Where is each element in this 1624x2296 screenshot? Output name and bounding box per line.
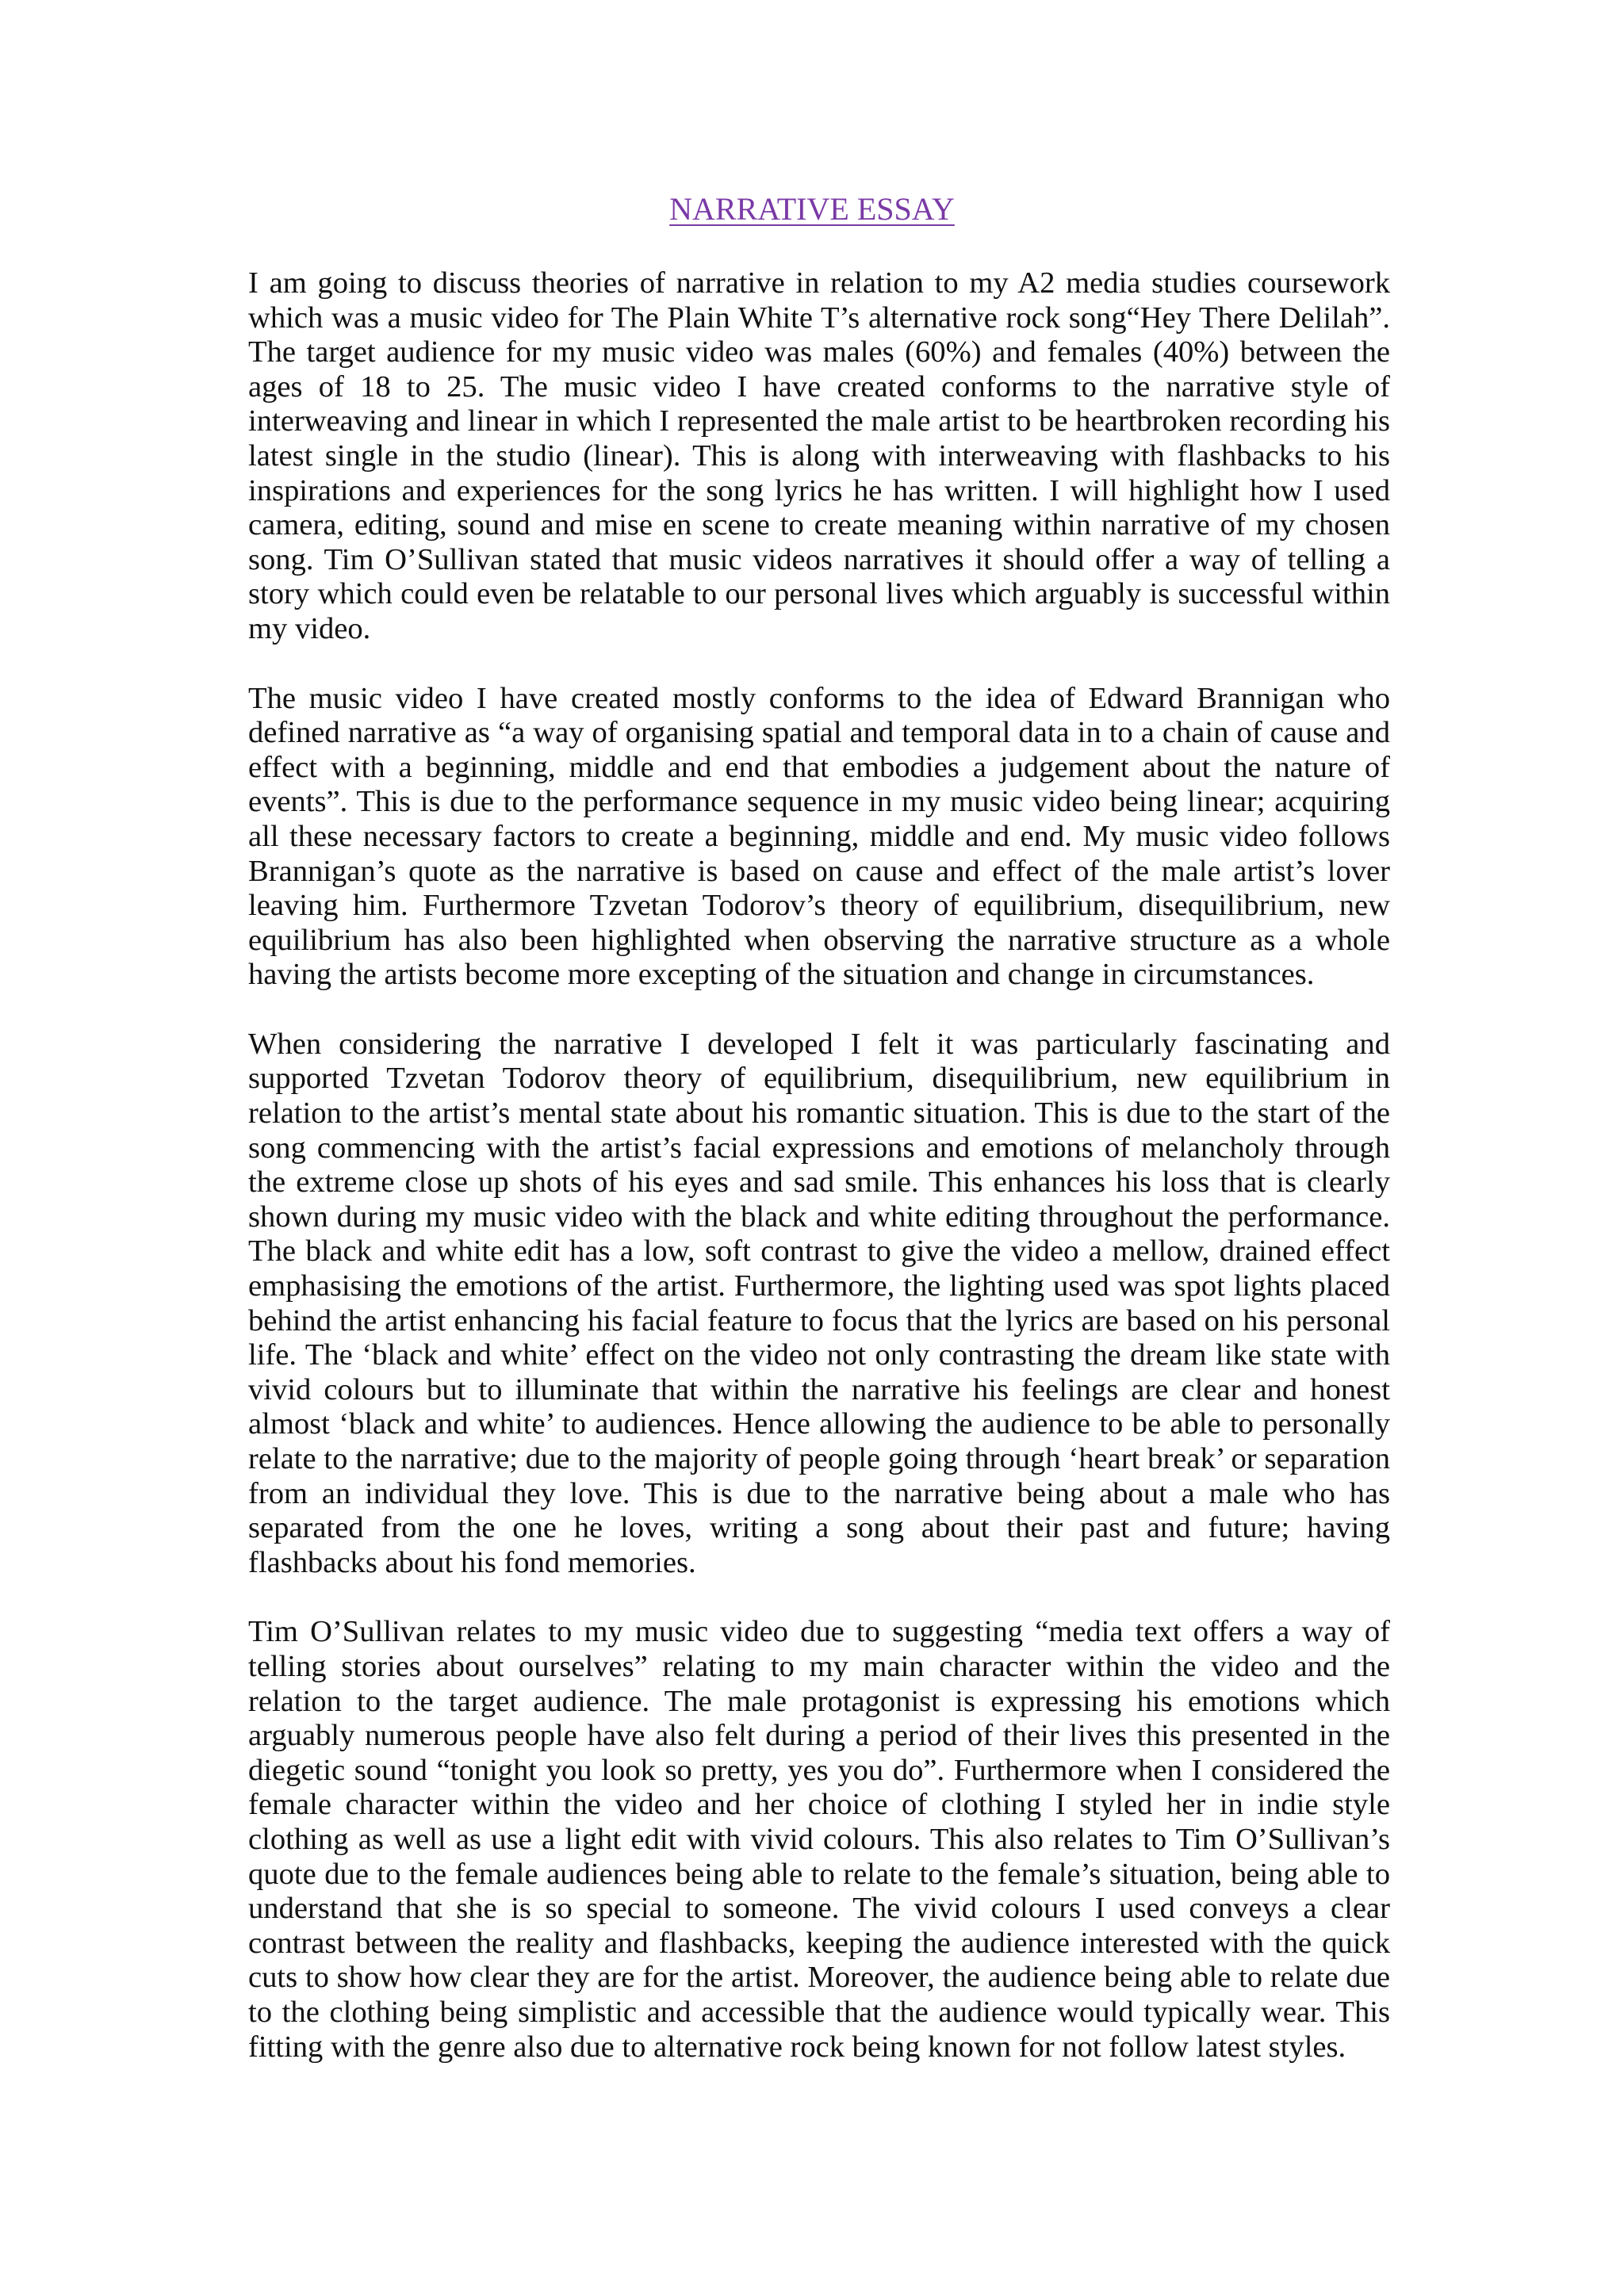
paragraph-1: I am going to discuss theories of narrative in relation to my A2 media studies coursework which was a music video for The Plain White T’s alternative rock song“Hey There Delilah”. The target audience for my music video was males (60%) and females (40%) between the ages of 18 to 25. The music video I have created conforms to the narrative style of interweaving and linear in which I represented the male artist to be heartbroken recording his latest single in the studio (linear). This is along with interweaving with flashbacks to his inspirations and experiences for the song lyrics he has written. I will highlight how I used camera, editing, sound and mise en scene to create meaning within narrative of my chosen song. Tim O’Sullivan stated that music videos narratives it should offer a way of telling a story which could even be relatable to our personal lives which arguably is successful within my video.	[248, 266, 1390, 645]
paragraph-2: The music video I have created mostly conforms to the idea of Edward Brannigan who defined narrative as “a way of organising spatial and temporal data in to a chain of cause and effect with a beginning, middle and end that embodies a judgement about the nature of events”. This is due to the performance sequence in my music video being linear; acquiring all these necessary factors to create a beginning, middle and end. My music video follows Brannigan’s quote as the narrative is based on cause and effect of the male artist’s lover leaving him. Furthermore Tzvetan Todorov’s theory of equilibrium, disequilibrium, new equilibrium has also been highlighted when observing the narrative structure as a whole having the artists become more excepting of the situation and change in circumstances.	[248, 681, 1390, 992]
paragraph-3: When considering the narrative I developed I felt it was particularly fascinating and supported Tzvetan Todorov theory of equilibrium, disequilibrium, new equilibrium in relation to the artist’s mental state about his romantic situation. This is due to the start of the song commencing with the artist’s facial expressions and emotions of melancholy through the extreme close up shots of his eyes and sad smile. This enhances his loss that is clearly shown during my music video with the black and white editing throughout the performance. The black and white edit has a low, soft contrast to give the video a mellow, drained effect emphasising the emotions of the artist. Furthermore, the lighting used was spot lights placed behind the artist enhancing his facial feature to focus that the lyrics are based on his personal life. The ‘black and white’ effect on the video not only contrasting the dream like state with vivid colours but to illuminate that within the narrative his feelings are clear and honest almost ‘black and white’ to audiences. Hence allowing the audience to be able to personally relate to the narrative; due to the majority of people going through ‘heart break’ or separation from an individual they love. This is due to the narrative being about a male who has separated from the one he loves, writing a song about their past and future; having flashbacks about his fond memories.	[248, 1027, 1390, 1579]
paragraph-4: Tim O’Sullivan relates to my music video due to suggesting “media text offers a way of telling stories about ourselves” relating to my main character within the video and the relation to the target audience. The male protagonist is expressing his emotions which arguably numerous people have also felt during a period of their lives this presented in the diegetic sound “tonight you look so pretty, yes you do”. Furthermore when I considered the female character within the video and her choice of clothing I styled her in indie style clothing as well as use a light edit with vivid colours. This also relates to Tim O’Sullivan’s quote due to the female audiences being able to relate to the female’s situation, being able to understand that she is so special to someone. The vivid colours I used conveys a clear contrast between the reality and flashbacks, keeping the audience interested with the quick cuts to show how clear they are for the artist. Moreover, the audience being able to relate due to the clothing being simplistic and accessible that the audience would typically wear. This fitting with the genre also due to alternative rock being known for not follow latest styles.	[248, 1615, 1390, 2064]
essay-title: NARRATIVE ESSAY	[669, 191, 955, 227]
essay-body	[248, 266, 1390, 2099]
